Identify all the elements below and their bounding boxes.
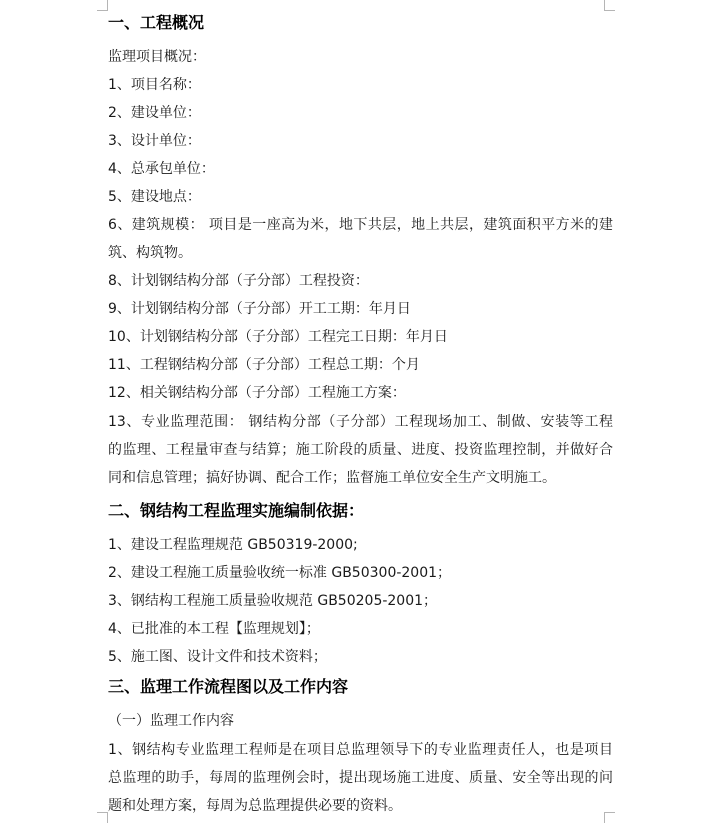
list-item: 8、计划钢结构分部（子分部）工程投资： bbox=[108, 273, 369, 289]
list-item-continuation: 的监理、工程量审查与结算；施工阶段的质量、进度、投资监理控制，并做好合 bbox=[108, 442, 613, 458]
list-item: 1、项目名称： bbox=[108, 77, 201, 93]
list-item: 9、计划钢结构分部（子分部）开工工期：年月日 bbox=[108, 301, 411, 317]
margin-corner-mark bbox=[97, 0, 108, 11]
paragraph-line: 1、钢结构专业监理工程师是在项目总监理领导下的专业监理责任人，也是项目 bbox=[108, 742, 613, 758]
list-item: 10、计划钢结构分部（子分部）工程完工日期：年月日 bbox=[108, 329, 448, 345]
section1-intro: 监理项目概况： bbox=[108, 49, 206, 65]
list-item: 2、建设工程施工质量验收统一标准 GB50300-2001； bbox=[108, 565, 452, 581]
list-item: 4、总承包单位： bbox=[108, 161, 215, 177]
list-item: 3、钢结构工程施工质量验收规范 GB50205-2001； bbox=[108, 593, 438, 609]
list-item: 13、专业监理范围： 钢结构分部（子分部）工程现场加工、制做、安装等工程 bbox=[108, 414, 613, 430]
margin-corner-mark bbox=[97, 812, 108, 823]
list-item: 4、已批准的本工程【监理规划】； bbox=[108, 621, 320, 637]
section3-heading: 三、监理工作流程图以及工作内容 bbox=[108, 677, 349, 696]
list-item: 3、设计单位： bbox=[108, 133, 201, 149]
section1-heading: 一、工程概况 bbox=[108, 13, 205, 32]
list-item: 1、建设工程监理规范 GB50319-2000; bbox=[108, 537, 358, 553]
list-item-continuation: 筑、构筑物。 bbox=[108, 245, 192, 261]
list-item: 2、建设单位： bbox=[108, 105, 201, 121]
paragraph-line: 题和处理方案，每周为总监理提供必要的资料。 bbox=[108, 798, 402, 814]
margin-corner-mark bbox=[604, 0, 615, 11]
list-item: 5、施工图、设计文件和技术资料； bbox=[108, 649, 327, 665]
list-item: 5、建设地点： bbox=[108, 189, 201, 205]
section3-subheading: （一）监理工作内容 bbox=[108, 713, 234, 729]
list-item: 11、工程钢结构分部（子分部）工程总工期：个月 bbox=[108, 357, 420, 373]
paragraph-line: 总监理的助手，每周的监理例会时，提出现场施工进度、质量、安全等出现的问 bbox=[108, 770, 613, 786]
list-item: 6、建筑规模： 项目是一座高为米，地下共层，地上共层，建筑面积平方米的建 bbox=[108, 217, 613, 233]
section2-heading: 二、钢结构工程监理实施编制依据： bbox=[108, 501, 365, 520]
list-item-continuation: 同和信息管理；搞好协调、配合工作；监督施工单位安全生产文明施工。 bbox=[108, 470, 556, 486]
list-item: 12、相关钢结构分部（子分部）工程施工方案： bbox=[108, 385, 406, 401]
